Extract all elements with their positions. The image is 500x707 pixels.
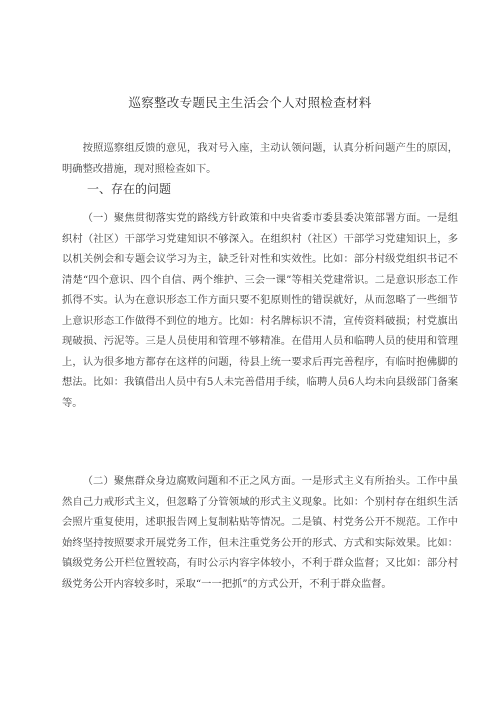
item-one-text: （一）聚焦贯彻落实党的路线方针政策和中央省委市委县委决策部署方面。一是组织村（社区）干部学习党建知识不够深入。在组织村（社区）干部学习党建知识上，多以机关例会和专题会议学习为主，缺乏针对性和实效性。比如：部分村级党组织书记不清楚“四个意识、四个自信、两个维护、三会一课”等相关党建常识。二是意识形态工作抓得不实。认为在意识形态工作方面只要不犯原则性的错误就好，从而忽略了一些细节上意识形态工作做得不到位的地方。比如：村名牌标识不清，宣传资料破损；村党旗出现破损、污泥等。三是人员使用和管理不够精准。在借用人员和临聘人员的使用和管理上，认为很多地方都存在这样的问题，待县上统一要求后再完善程序，有临时抱佛脚的想法。比如：我镇借出人员中有5人未完善借用手续，临聘人员6人均未向县级部门备案等。: [62, 212, 458, 409]
intro-paragraph: [62, 138, 458, 179]
section-heading: 一、存在的问题: [87, 182, 172, 196]
intro-text: 按照巡察组反馈的意见，我对号入座，主动认领问题，认真分析问题产生的原因，明确整改措施，现对照检查如下。: [62, 142, 458, 175]
item-two-text: （二）聚焦群众身边腐败问题和不正之风方面。一是形式主义有所抬头。工作中虽然自己力戒形式主义，但忽略了分管领域的形式主义现象。比如：个别村存在组织生活会照片重复使用，述职报告网上复制粘贴等情况。二是镇、村党务公开不规范。工作中始终坚持按照要求开展党务工作，但未注重党务公开的形式、方式和实际效果。比如：镇级党务公开栏位置较高，有时公示内容字体较小，不利于群众监督；又比如：部分村级党务公开内容较多时，采取“一一把抓”的方式公开，不利于群众监督。: [62, 475, 458, 590]
item-two-paragraph: [62, 471, 458, 594]
document-title: 巡察整改专题民主生活会个人对照检查材料: [128, 95, 372, 110]
item-one-paragraph: [62, 208, 458, 413]
